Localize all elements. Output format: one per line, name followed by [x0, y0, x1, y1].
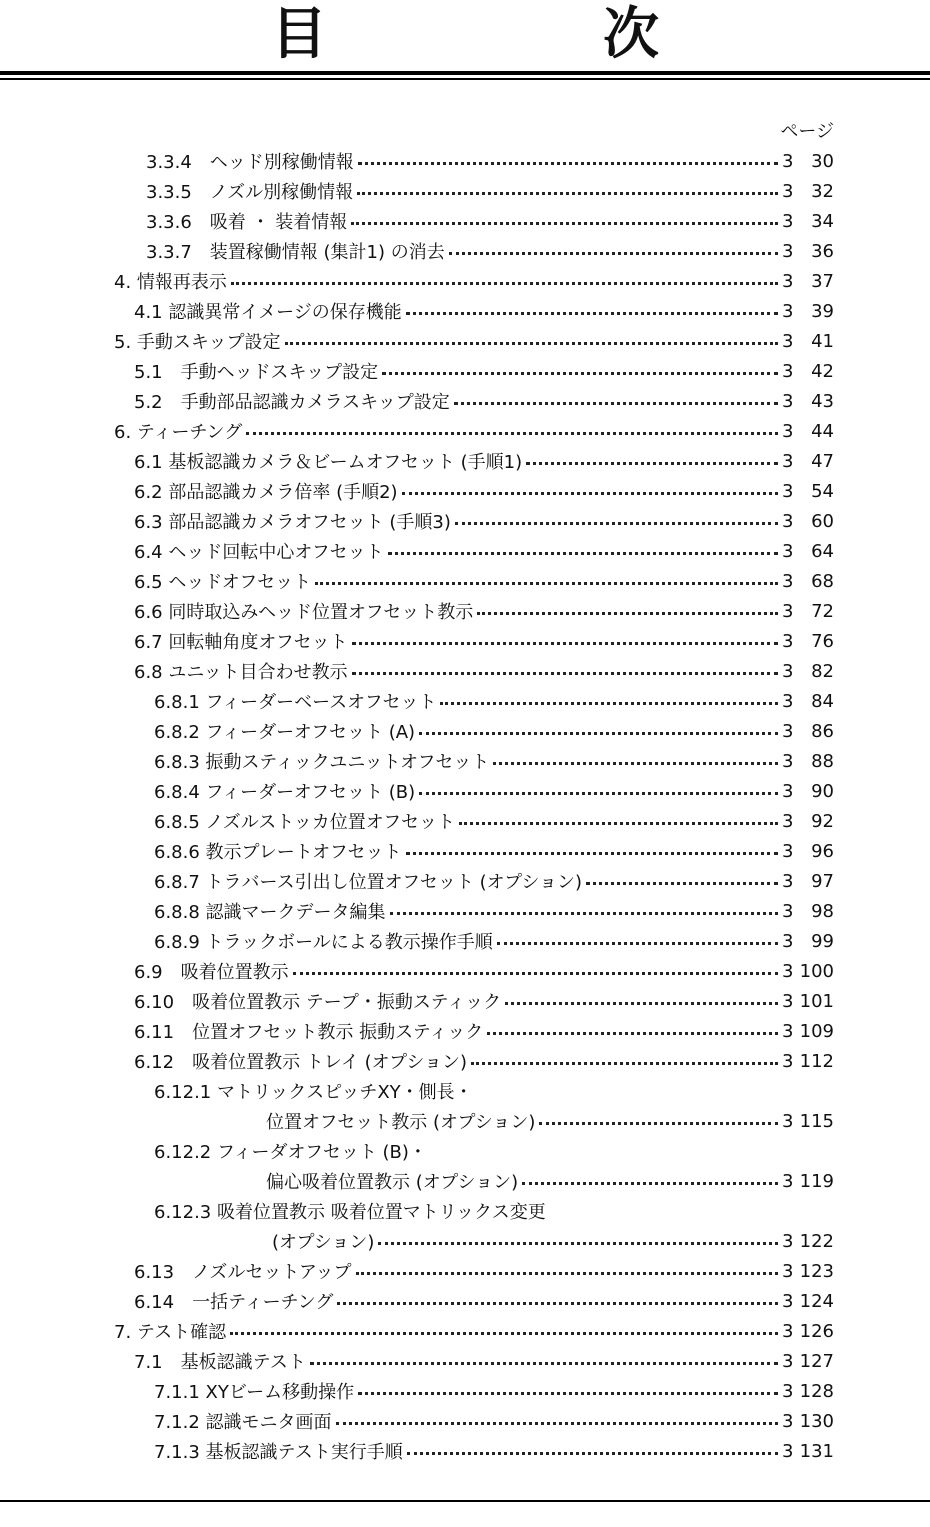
toc-leader-dots	[539, 1122, 778, 1125]
toc-leader-dots	[454, 402, 778, 405]
toc-entry-chapter: 3	[782, 330, 794, 352]
toc-entry-page: 47	[811, 450, 834, 472]
toc-entry-chapter: 3	[782, 960, 794, 982]
toc-entry-chapter: 3	[782, 1020, 794, 1042]
toc-entry-chapter: 3	[782, 1170, 794, 1192]
toc-leader-dots	[406, 852, 778, 855]
toc-entry-label: 4.1 認識異常イメージの保存機能	[134, 302, 402, 323]
toc-entry-page: 34	[811, 210, 834, 232]
toc-entry	[154, 1436, 834, 1466]
page-column-header: ページ	[780, 121, 834, 142]
toc-entry-label: 3.3.5 ノズル別稼働情報	[146, 182, 354, 203]
toc-entry-chapter: 3	[782, 1290, 794, 1312]
toc-entry-label: 6.1 基板認識カメラ＆ビームオフセット (手順1)	[134, 452, 523, 473]
toc-entry	[134, 626, 834, 656]
toc-entry-page: 127	[799, 1350, 834, 1372]
toc-leader-dots	[459, 822, 778, 825]
toc-leader-dots	[388, 552, 778, 555]
toc-entry	[134, 566, 834, 596]
toc-entry	[134, 296, 834, 326]
toc-leader-dots	[352, 642, 778, 645]
toc-entry-label: 3.3.7 装置稼働情報 (集計1) の消去	[146, 242, 445, 263]
toc-entry-label: 6.8.3 振動スティックユニットオフセット	[154, 752, 490, 773]
toc-leader-dots	[586, 882, 778, 885]
toc-entry-label: 6.5 ヘッドオフセット	[134, 572, 312, 593]
toc-entry-page: 130	[799, 1410, 834, 1432]
toc-leader-dots	[419, 792, 778, 795]
toc-entry	[146, 236, 834, 266]
toc-entry-chapter: 3	[782, 540, 794, 562]
toc-entry-label: 3.3.4 ヘッド別稼働情報	[146, 152, 354, 173]
toc-entry	[154, 686, 834, 716]
toc-entry-label: 6.12.3 吸着位置教示 吸着位置マトリックス変更	[154, 1202, 546, 1223]
toc-entry	[134, 656, 834, 686]
toc-entry-page: 86	[811, 720, 834, 742]
toc-leader-dots	[358, 162, 778, 165]
toc-entry-page: 68	[811, 570, 834, 592]
toc-entry-page: 36	[811, 240, 834, 262]
toc-leader-dots	[231, 282, 778, 285]
toc-entry-chapter: 3	[782, 1110, 794, 1132]
toc-entry	[134, 446, 834, 476]
toc-entry-label: 6.12.2 フィーダオフセット (B)・	[154, 1142, 427, 1163]
toc-entry	[272, 1226, 834, 1256]
toc-entry-label: (オプション)	[272, 1232, 375, 1253]
toc-entry-chapter: 3	[782, 270, 794, 292]
toc-leader-dots	[358, 1392, 778, 1395]
toc-leader-dots	[471, 1062, 778, 1065]
toc-entry	[154, 896, 834, 926]
toc-entry-chapter: 3	[782, 1320, 794, 1342]
toc-entry	[134, 506, 834, 536]
toc-entry-page: 122	[799, 1230, 834, 1252]
toc-entry	[154, 746, 834, 776]
toc-entry-chapter: 3	[782, 420, 794, 442]
toc-entry-page: 90	[811, 780, 834, 802]
toc-entry-chapter: 3	[782, 990, 794, 1012]
toc-entry	[134, 956, 834, 986]
toc-entry-label: 6.13 ノズルセットアップ	[134, 1262, 352, 1283]
toc-entry-chapter: 3	[782, 750, 794, 772]
toc-leader-dots	[407, 1452, 778, 1455]
toc-leader-dots	[449, 252, 778, 255]
toc-leader-dots	[390, 912, 778, 915]
toc-leader-dots	[497, 942, 778, 945]
toc-entry-page: 44	[811, 420, 834, 442]
toc-entry-label: 6.11 位置オフセット教示 振動スティック	[134, 1022, 484, 1043]
toc-entry-chapter: 3	[782, 840, 794, 862]
toc-entry	[134, 1016, 834, 1046]
toc-entry	[146, 176, 834, 206]
toc-entry-page: 126	[799, 1320, 834, 1342]
toc-entry-label: 6.2 部品認識カメラ倍率 (手順2)	[134, 482, 398, 503]
toc-entry-chapter: 3	[782, 360, 794, 382]
toc-entry	[146, 206, 834, 236]
toc-entry-chapter: 3	[782, 1260, 794, 1282]
toc-entry	[154, 1406, 834, 1436]
toc-entry-label: 6.3 部品認識カメラオフセット (手順3)	[134, 512, 451, 533]
toc-entry-page: 112	[799, 1050, 834, 1072]
toc-entry-chapter: 3	[782, 210, 794, 232]
toc-entry-label: 6. ティーチング	[114, 422, 243, 443]
toc-entry-chapter: 3	[782, 390, 794, 412]
toc-entry-page: 76	[811, 630, 834, 652]
toc-entry	[134, 1046, 834, 1076]
document-title: 目 次	[271, 2, 769, 67]
toc-entry-page: 100	[799, 960, 834, 982]
toc-entry	[114, 266, 834, 296]
toc-entry	[114, 416, 834, 446]
toc-entry	[134, 536, 834, 566]
toc-entry-label: 6.8.7 トラバース引出し位置オフセット (オプション)	[154, 872, 583, 893]
toc-entry-chapter: 3	[782, 240, 794, 262]
toc-entry-label: 位置オフセット教示 (オプション)	[266, 1112, 536, 1133]
toc-entry	[154, 1196, 834, 1226]
toc-entry-page: 124	[799, 1290, 834, 1312]
toc-entry	[114, 1316, 834, 1346]
toc-entry-label: 7. テスト確認	[114, 1322, 227, 1343]
toc-leader-dots	[455, 522, 778, 525]
toc-entry	[134, 356, 834, 386]
toc-entry	[154, 836, 834, 866]
toc-entry-chapter: 3	[782, 630, 794, 652]
toc-entry-label: 6.8.6 教示プレートオフセット	[154, 842, 402, 863]
toc-entry	[134, 596, 834, 626]
toc-entry-label: 6.8 ユニット目合わせ教示	[134, 662, 348, 683]
toc-entry-chapter: 3	[782, 780, 794, 802]
toc-entry	[134, 476, 834, 506]
toc-entry-label: 6.12.1 マトリックスピッチXY・側長・	[154, 1082, 473, 1103]
footer-rule	[0, 1500, 930, 1502]
toc-entry-page: 72	[811, 600, 834, 622]
toc-entry-page: 97	[811, 870, 834, 892]
toc-entry-chapter: 3	[782, 1380, 794, 1402]
toc-entry-label: 偏心吸着位置教示 (オプション)	[266, 1172, 519, 1193]
toc-entry	[154, 1136, 834, 1166]
toc-entry	[134, 1346, 834, 1376]
toc-entry-page: 99	[811, 930, 834, 952]
toc-entry-page: 128	[799, 1380, 834, 1402]
toc-entry-page: 123	[799, 1260, 834, 1282]
toc-leader-dots	[246, 432, 778, 435]
toc-leader-dots	[477, 612, 778, 615]
title-rule-thick	[0, 71, 930, 75]
toc-leader-dots	[230, 1332, 778, 1335]
toc-entry	[114, 326, 834, 356]
toc-leader-dots	[357, 192, 778, 195]
toc-entry-chapter: 3	[782, 570, 794, 592]
toc-entry-label: 7.1.2 認識モニタ画面	[154, 1412, 332, 1433]
toc-entry	[146, 146, 834, 176]
toc-entry-page: 131	[799, 1440, 834, 1462]
toc-entry-page: 115	[799, 1110, 834, 1132]
toc-leader-dots	[493, 762, 778, 765]
toc-leader-dots	[487, 1032, 778, 1035]
toc-entry-label: 6.8.2 フィーダーオフセット (A)	[154, 722, 416, 743]
toc-leader-dots	[382, 372, 778, 375]
toc-leader-dots	[336, 1422, 778, 1425]
toc-entry	[154, 866, 834, 896]
toc-entry-chapter: 3	[782, 870, 794, 892]
toc-entry	[134, 986, 834, 1016]
toc-leader-dots	[337, 1302, 778, 1305]
toc-entry-label: 7.1 基板認識テスト	[134, 1352, 306, 1373]
toc-entry-page: 96	[811, 840, 834, 862]
toc-entry	[154, 1076, 834, 1106]
toc-entry-page: 32	[811, 180, 834, 202]
toc-entry-chapter: 3	[782, 1410, 794, 1432]
toc-entry-chapter: 3	[782, 510, 794, 532]
toc-entry-page: 39	[811, 300, 834, 322]
toc-entry-label: 7.1.3 基板認識テスト実行手順	[154, 1442, 403, 1463]
toc-entry-chapter: 3	[782, 720, 794, 742]
toc-entry-label: 6.8.8 認識マークデータ編集	[154, 902, 386, 923]
toc-leader-dots	[378, 1242, 778, 1245]
toc-entry-label: 3.3.6 吸着 ・ 装着情報	[146, 212, 348, 233]
toc-entry-page: 82	[811, 660, 834, 682]
toc-entry-page: 119	[799, 1170, 834, 1192]
toc-leader-dots	[351, 222, 778, 225]
toc-entry-page: 84	[811, 690, 834, 712]
toc-entry	[154, 776, 834, 806]
toc-entry-label: 6.12 吸着位置教示 トレイ (オプション)	[134, 1052, 468, 1073]
toc-entry-page: 109	[799, 1020, 834, 1042]
toc-leader-dots	[526, 462, 778, 465]
toc-entry-chapter: 3	[782, 810, 794, 832]
toc-entry-chapter: 3	[782, 450, 794, 472]
toc-entry-chapter: 3	[782, 600, 794, 622]
toc-entry-chapter: 3	[782, 180, 794, 202]
toc-leader-dots	[402, 492, 778, 495]
toc-entry-label: 6.14 一括ティーチング	[134, 1292, 334, 1313]
toc-entry	[134, 1286, 834, 1316]
toc-entry-label: 6.7 回転軸角度オフセット	[134, 632, 348, 653]
toc-entry-page: 88	[811, 750, 834, 772]
toc-entry-label: 6.8.1 フィーダーベースオフセット	[154, 692, 437, 713]
toc-entry-page: 37	[811, 270, 834, 292]
toc-entry-chapter: 3	[782, 1350, 794, 1372]
toc-entry-chapter: 3	[782, 1440, 794, 1462]
toc-entry-label: 4. 情報再表示	[114, 272, 227, 293]
toc-entry-chapter: 3	[782, 300, 794, 322]
toc-entry	[266, 1106, 834, 1136]
toc-entry	[266, 1166, 834, 1196]
toc-entry-label: 6.8.9 トラックボールによる教示操作手順	[154, 932, 493, 953]
toc-entry-label: 6.8.4 フィーダーオフセット (B)	[154, 782, 416, 803]
toc-entry	[134, 386, 834, 416]
toc-entry-label: 6.8.5 ノズルストッカ位置オフセット	[154, 812, 455, 833]
toc-entry-label: 5.1 手動ヘッドスキップ設定	[134, 362, 379, 383]
toc-entry-page: 60	[811, 510, 834, 532]
toc-entry-page: 42	[811, 360, 834, 382]
toc-entry-label: 6.10 吸着位置教示 テープ・振動スティック	[134, 992, 502, 1013]
toc-entry-page: 64	[811, 540, 834, 562]
toc-entry-chapter: 3	[782, 930, 794, 952]
toc-leader-dots	[310, 1362, 778, 1365]
toc-leader-dots	[440, 702, 778, 705]
toc-entry-chapter: 3	[782, 1050, 794, 1072]
toc-entry-label: 6.9 吸着位置教示	[134, 962, 289, 983]
toc-entry-label: 6.4 ヘッド回転中心オフセット	[134, 542, 384, 563]
toc-entry-page: 43	[811, 390, 834, 412]
toc-leader-dots	[522, 1182, 778, 1185]
toc-entry-chapter: 3	[782, 150, 794, 172]
toc-entry-label: 6.6 同時取込みヘッド位置オフセット教示	[134, 602, 474, 623]
toc-entry	[134, 1256, 834, 1286]
toc-entry	[154, 806, 834, 836]
toc-entry-label: 5. 手動スキップ設定	[114, 332, 281, 353]
toc-leader-dots	[419, 732, 778, 735]
toc-entry	[154, 926, 834, 956]
toc-leader-dots	[352, 672, 778, 675]
toc-entry-chapter: 3	[782, 900, 794, 922]
toc-entry-page: 98	[811, 900, 834, 922]
toc-entry-page: 92	[811, 810, 834, 832]
toc-entry	[154, 1376, 834, 1406]
toc-entry-label: 5.2 手動部品認識カメラスキップ設定	[134, 392, 450, 413]
toc-leader-dots	[315, 582, 778, 585]
toc-entry	[154, 716, 834, 746]
toc-leader-dots	[356, 1272, 778, 1275]
title-rule-thin	[0, 78, 930, 80]
toc-entry-label: 7.1.1 XYビーム移動操作	[154, 1382, 355, 1403]
toc-entry-chapter: 3	[782, 1230, 794, 1252]
toc-entry-chapter: 3	[782, 660, 794, 682]
toc-leader-dots	[505, 1002, 778, 1005]
toc-entry-chapter: 3	[782, 480, 794, 502]
toc-entry-page: 30	[811, 150, 834, 172]
toc-entry-page: 54	[811, 480, 834, 502]
toc-entry-page: 101	[799, 990, 834, 1012]
toc-entry-page: 41	[811, 330, 834, 352]
toc-leader-dots	[285, 342, 778, 345]
toc-leader-dots	[293, 972, 778, 975]
toc-entry-chapter: 3	[782, 690, 794, 712]
toc-leader-dots	[406, 312, 778, 315]
